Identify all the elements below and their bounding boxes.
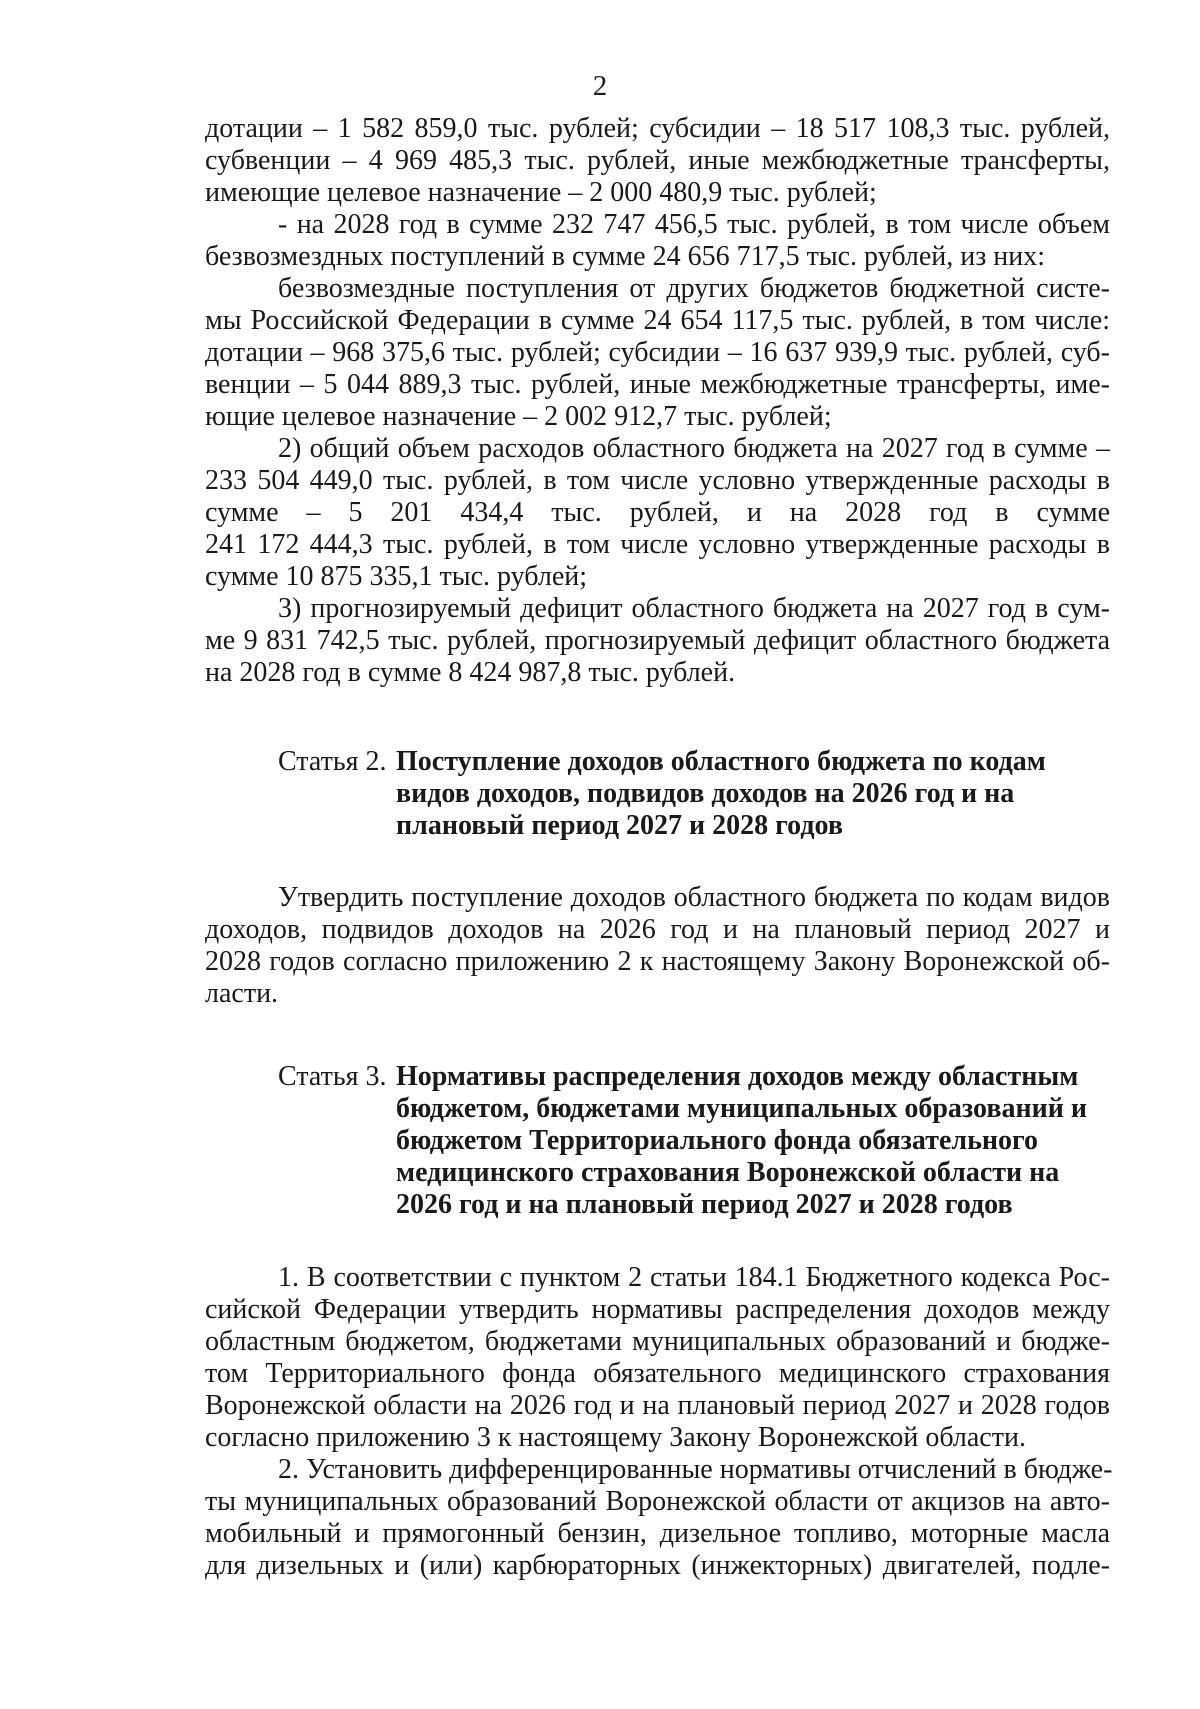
page-number: 2 [592, 70, 608, 102]
text-line: венции – 5 044 889,3 тыс. рублей, иные межбюджетные трансферты, име- [205, 369, 1110, 400]
text-line: доходов, подвидов доходов на 2026 год и на плановый период 2027 и [205, 914, 1110, 945]
text-line: 3) прогнозируемый дефицит областного бюджета на 2027 год в сум- [278, 593, 1110, 624]
text-line: для дизельных и (или) карбюраторных (инжекторных) двигателей, подле- [205, 1550, 1110, 1581]
text-line: безвозмездные поступления от других бюджетов бюджетной систе- [278, 273, 1110, 304]
text-line: согласно приложению 3 к настоящему Закону Воронежской области. [205, 1422, 1026, 1453]
text-line: 2028 годов согласно приложению 2 к настоящему Закону Воронежской об- [205, 946, 1110, 977]
article-label: Статья 2. [278, 746, 387, 777]
text-line: 233 504 449,0 тыс. рублей, в том числе условно утвержденные расходы в [205, 465, 1110, 496]
text-line: безвозмездных поступлений в сумме 24 656 717,5 тыс. рублей, из них: [205, 241, 1046, 272]
text-line: том Территориального фонда обязательного медицинского страхования [205, 1358, 1110, 1389]
text-line: на 2028 год в сумме 8 424 987,8 тыс. рублей. [205, 657, 736, 688]
text-line: - на 2028 год в сумме 232 747 456,5 тыс. рублей, в том числе объем [278, 209, 1110, 240]
text-line: областным бюджетом, бюджетами муниципальных образований и бюдже- [205, 1326, 1110, 1357]
text-line: мобильный и прямогонный бензин, дизельное топливо, моторные масла [205, 1518, 1110, 1549]
article-label: Статья 3. [278, 1061, 387, 1092]
text-line: сумме 10 875 335,1 тыс. рублей; [205, 561, 588, 592]
text-line: дотации – 968 375,6 тыс. рублей; субсидии – 16 637 939,9 тыс. рублей, суб- [205, 337, 1110, 368]
article-title-line: бюджетом Территориального фонда обязательного [396, 1125, 1039, 1156]
text-line: 241 172 444,3 тыс. рублей, в том числе условно утвержденные расходы в [205, 529, 1110, 560]
article-title-line: медицинского страхования Воронежской области на [396, 1157, 1060, 1188]
text-line: имеющие целевое назначение – 2 000 480,9 тыс. рублей; [205, 177, 877, 208]
text-line: дотации – 1 582 859,0 тыс. рублей; субсидии – 18 517 108,3 тыс. рублей, [205, 113, 1110, 144]
article-title-line: плановый период 2027 и 2028 годов [396, 810, 843, 841]
text-line: мы Российской Федерации в сумме 24 654 117,5 тыс. рублей, в том числе: [205, 305, 1110, 336]
article-title-line: Нормативы распределения доходов между областным [396, 1061, 1079, 1092]
text-line: 2. Установить дифференцированные нормативы отчислений в бюдже- [278, 1454, 1113, 1485]
text-line: сумме – 5 201 434,4 тыс. рублей, и на 2028 год в сумме [205, 497, 1110, 528]
text-line: ме 9 831 742,5 тыс. рублей, прогнозируемый дефицит областного бюджета [205, 625, 1110, 656]
text-line: ласти. [205, 978, 279, 1009]
text-line: ты муниципальных образований Воронежской области от акцизов на авто- [205, 1486, 1110, 1517]
text-line: субвенции – 4 969 485,3 тыс. рублей, иные межбюджетные трансферты, [205, 145, 1110, 176]
text-line: Воронежской области на 2026 год и на плановый период 2027 и 2028 годов [205, 1390, 1110, 1421]
text-line: сийской Федерации утвердить нормативы распределения доходов между [205, 1294, 1110, 1325]
text-line: 2) общий объем расходов областного бюджета на 2027 год в сумме – [278, 433, 1110, 464]
text-line: 1. В соответствии с пунктом 2 статьи 184.1 Бюджетного кодекса Рос- [278, 1262, 1110, 1293]
article-title-line: видов доходов, подвидов доходов на 2026 год и на [396, 778, 1015, 809]
text-line: Утвердить поступление доходов областного бюджета по кодам видов [278, 882, 1110, 913]
article-title-line: бюджетом, бюджетами муниципальных образований и [396, 1093, 1087, 1124]
text-line: ющие целевое назначение – 2 002 912,7 тыс. рублей; [205, 401, 832, 432]
article-title-line: Поступление доходов областного бюджета по кодам [396, 746, 1046, 777]
article-title-line: 2026 год и на плановый период 2027 и 2028 годов [396, 1189, 1013, 1220]
